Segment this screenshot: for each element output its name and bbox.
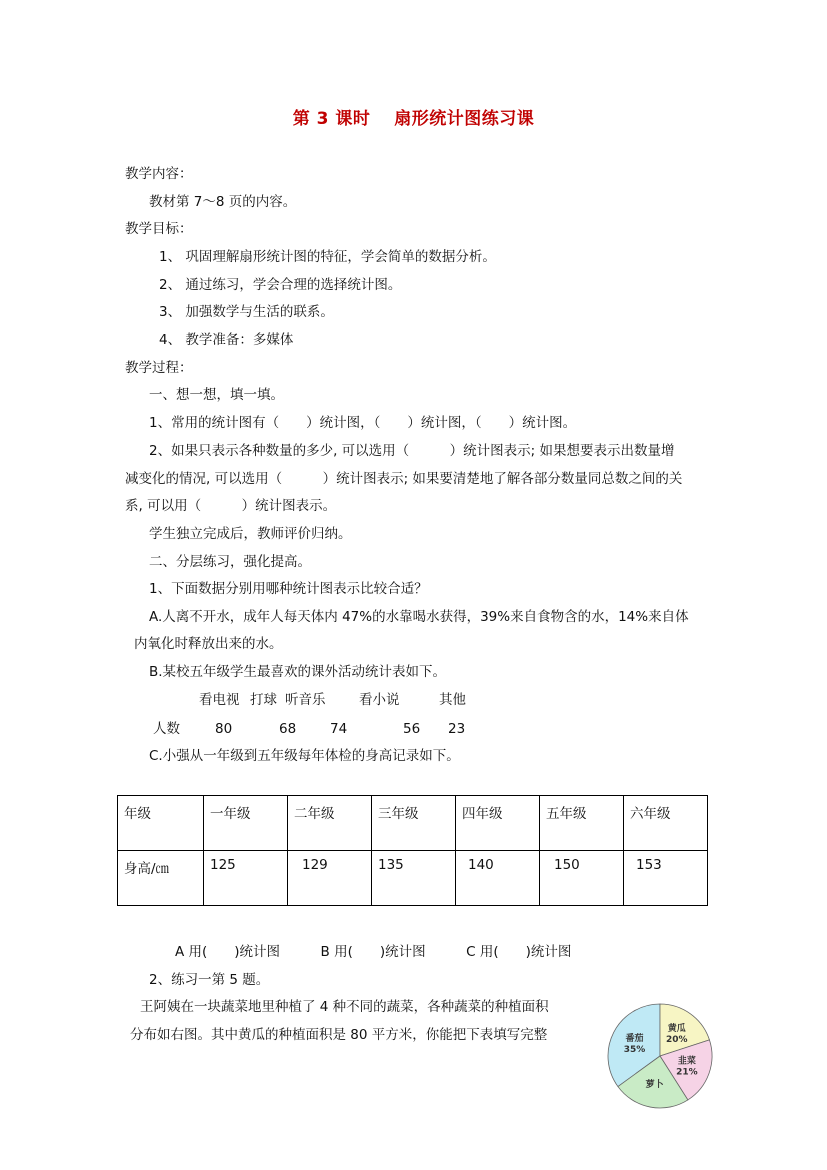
table-cell: 六年级 [624, 796, 708, 851]
goal-3: 3、 加强数学与生活的联系。 [159, 304, 334, 320]
independent-work-text: 学生独立完成后，教师评价归纳。 [149, 526, 352, 542]
practice-c: C.小强从一年级到五年级每年体检的身高记录如下。 [149, 748, 460, 764]
table-cell: 身高/㎝ [118, 851, 204, 906]
table-cell: 125 [204, 851, 288, 906]
table-cell: 年级 [118, 796, 204, 851]
pie-slice-label: 番茄 [625, 1034, 644, 1045]
height-table [117, 795, 708, 906]
table-cell: 135 [372, 851, 456, 906]
question-2-line-2: 减变化的情况, 可以选用（ ）统计图表示; 如果要清楚地了解各部分数量同总数之间的关 [125, 471, 683, 487]
section-heading-content: 教学内容： [125, 166, 193, 182]
table-cell: 三年级 [372, 796, 456, 851]
vegetable-pie-chart [604, 1000, 716, 1112]
answer-line: A 用( )统计图 B 用( )统计图 C 用( )统计图 [175, 944, 572, 960]
activity-header-other: 其他 [439, 692, 466, 708]
page-title: 第 3 课时 扇形统计图练习课 [292, 109, 535, 129]
activity-header-tv: 看电视 [199, 692, 240, 708]
pie-slice-label: 黄瓜 [667, 1023, 686, 1034]
table-cell: 五年级 [540, 796, 624, 851]
activity-header-ball: 打球 [250, 692, 277, 708]
pie-slice-percent: 35% [623, 1045, 646, 1056]
table-cell: 一年级 [204, 796, 288, 851]
part-1-heading: 一、想一想，填一填。 [149, 387, 284, 403]
practice-a-line-2: 内氧化时释放出来的水。 [134, 636, 283, 652]
pie-slice-percent: 21% [676, 1067, 698, 1078]
practice-a-line-1: A.人离不开水，成年人每天体内 47%的水靠喝水获得，39%来自食物含的水，14%来自体 [149, 609, 689, 625]
table-cell: 二年级 [288, 796, 372, 851]
question-2-line-1: 2、如果只表示各种数量的多少, 可以选用（ ）统计图表示; 如果想要表示出数量增 [149, 443, 675, 459]
pie-slice-label: 韭菜 [677, 1056, 696, 1067]
table-cell: 129 [288, 851, 372, 906]
table-cell: 四年级 [456, 796, 540, 851]
table-cell: 153 [624, 851, 708, 906]
content-text: 教材第 7～8 页的内容。 [149, 194, 297, 210]
table-cell: 140 [456, 851, 540, 906]
question-1: 1、常用的统计图有（ ）统计图，（ ）统计图，（ ）统计图。 [149, 415, 577, 431]
goal-4: 4、 教学准备：多媒体 [159, 332, 294, 348]
practice-b: B.某校五年级学生最喜欢的课外活动统计表如下。 [149, 664, 447, 680]
practice-1: 1、下面数据分别用哪种统计图表示比较合适？ [149, 581, 428, 597]
activity-header-novel: 看小说 [359, 692, 400, 708]
activity-value-music: 74 [330, 721, 348, 737]
part-2-heading: 二、分层练习，强化提高。 [149, 554, 311, 570]
table-row [118, 796, 708, 851]
pie-slice-percent: 20% [666, 1034, 688, 1045]
table-cell: 150 [540, 851, 624, 906]
activity-value-tv: 80 [215, 721, 233, 737]
activity-row-label: 人数 [153, 721, 180, 737]
goal-2: 2、 通过练习，学会合理的选择统计图。 [159, 277, 402, 293]
pie-slice-label: 萝卜 [645, 1080, 664, 1091]
activity-value-novel: 56 [403, 721, 421, 737]
activity-value-other: 23 [448, 721, 466, 737]
table-row [118, 851, 708, 906]
practice-2-line-2: 分布如右图。其中黄瓜的种植面积是 80 平方米，你能把下表填写完整 [130, 1027, 548, 1043]
activity-value-ball: 68 [279, 721, 297, 737]
activity-header-music: 听音乐 [285, 692, 326, 708]
practice-2-line-1: 王阿姨在一块蔬菜地里种植了 4 种不同的蔬菜，各种蔬菜的种植面积 [140, 999, 549, 1015]
practice-2: 2、练习一第 5 题。 [149, 972, 270, 988]
question-2-line-3: 系, 可以用（ ）统计图表示。 [125, 498, 337, 514]
section-heading-process: 教学过程： [125, 360, 193, 376]
goal-1: 1、 巩固理解扇形统计图的特征，学会简单的数据分析。 [159, 249, 496, 265]
section-heading-goals: 教学目标： [125, 221, 193, 237]
